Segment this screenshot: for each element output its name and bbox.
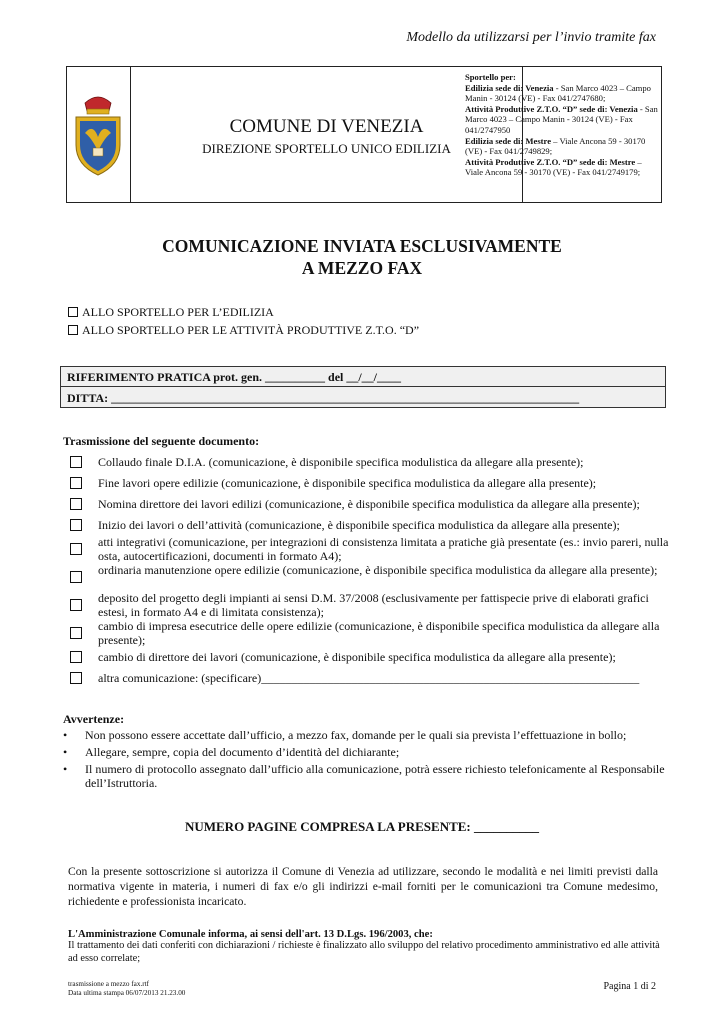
title-line-2: A MEZZO FAX [301,258,423,278]
checkbox[interactable] [70,543,82,555]
bullet-icon: • [63,762,68,776]
footer-filename: trasmissione a mezzo fax.rtf [68,980,150,988]
title-line-1: COMUNICAZIONE INVIATA ESCLUSIVAMENTE [162,236,562,256]
doc-item-cambio-impresa[interactable]: cambio di impresa esecutrice delle opere edilizie (comunicazione, è disponibile specifica modulistica da allegare alla presente); [70,619,670,649]
checkbox[interactable] [70,627,82,639]
page-number: Pagina 1 di 2 [603,981,656,992]
sportello-info [465,72,659,178]
checkbox[interactable] [70,599,82,611]
reference-box [60,366,666,408]
doc-item-deposito-impianti[interactable]: deposito del progetto degli impianti ai sensi D.M. 37/2008 (esclusivamente per fattispecie prive di elaborati grafici estesi, in formato A4 e di limitata consistenza); [70,591,670,621]
doc-item-collaudo[interactable]: Collaudo finale D.I.A. (comunicazione, è disponibile specifica modulistica da allegare alla presente); [70,455,670,471]
doc-item-altra-comunicazione[interactable]: altra comunicazione: (specificare)_______________________________________________________________ [70,671,670,687]
sportello-line-2: Attività Produttive Z.T.O. “D” sede di: Venezia - San Marco 4023 – Campo Manin - 30124 (VE) - Fax 041/2747950 [465,103,658,135]
checkbox[interactable] [70,651,82,663]
ditta-field[interactable]: DITTA: ______________________________________________________________________________ [67,391,580,405]
checkbox[interactable] [70,571,82,583]
doc-item-nomina-direttore[interactable]: Nomina direttore dei lavori edilizi (comunicazione, è disponibile specifica modulistica da allegare alla presente); [70,497,670,513]
sportello-line-4: Attività Produttive Z.T.O. “D” sede di: Mestre – Viale Ancona 59 - 30170 (VE) - Fax 041/2749179; [465,156,642,178]
doc-item-atti-integrativi[interactable]: atti integrativi (comunicazione, per integrazioni di consistenza limitata a pratiche già presentate (es.: invio pareri, nulla osta, autocertificazioni, documenti in formato A4); [70,535,670,565]
checkbox[interactable] [70,456,82,468]
comune-name: COMUNE DI VENEZIA [229,116,424,137]
consent-paragraph: Con la presente sottoscrizione si autorizza il Comune di Venezia ad utilizzare, secondo le modalità e nei limiti previsti dalla normativa vigente in materia, i numeri di fax e/o gli indirizzi e-mail forniti per le comunicazioni tra Comune medesimo, richiedente e professionista incaricato. [68,865,658,908]
checkbox[interactable] [70,477,82,489]
doc-item-cambio-direttore[interactable]: cambio di direttore dei lavori (comunicazione, è disponibile specifica modulistica da allegare alla presente); [70,650,670,666]
checkbox[interactable] [68,307,78,317]
warning-item: • Il numero di protocollo assegnato dall’ufficio alla comunicazione, potrà essere richiesto telefonicamente al Responsabile dell’Istruttoria. [63,762,665,790]
doc-item-ordinaria-manutenzione[interactable]: ordinaria manutenzione opere edilizie (comunicazione, è disponibile specifica modulistica da allegare alla presente); [70,563,670,593]
warnings-title: Avvertenze: [63,712,125,726]
bullet-icon: • [63,728,68,742]
privacy-text: Il trattamento dei dati conferiti con dichiarazioni / richieste è finalizzato allo sviluppo del relativo procedimento amministrativo ed alle attività ad esso correlate; [68,940,660,964]
form-usage-note: Modello da utilizzarsi per l’invio tramite fax [406,30,656,45]
warning-item: • Non possono essere accettate dall’ufficio, a mezzo fax, domande per le quali sia prevista l’effettuazione in bollo; [63,728,627,742]
footer-file-info [68,980,185,998]
checkbox[interactable] [68,325,78,335]
riferimento-pratica-field[interactable]: RIFERIMENTO PRATICA prot. gen. __________ del __/__/____ [61,367,665,387]
checkbox[interactable] [70,498,82,510]
sportello-title: Sportello per: [465,72,516,82]
sportello-line-1: Edilizia sede di: Venezia - San Marco 4023 – Campo Manin - 30124 (VE) - Fax 041/2747680; [465,82,651,104]
numero-pagine-field[interactable]: NUMERO PAGINE COMPRESA LA PRESENTE: __________ [184,819,540,834]
transmission-title: Trasmissione del seguente documento: [63,434,260,448]
doc-item-fine-lavori[interactable]: Fine lavori opere edilizie (comunicazione, è disponibile specifica modulistica da allegare alla presente); [70,476,670,492]
direzione-name: DIREZIONE SPORTELLO UNICO EDILIZIA [202,141,451,156]
crest-cell [67,67,131,202]
privacy-title: L'Amministrazione Comunale informa, ai sensi dell'art. 13 D.Lgs. 196/2003, che: [68,929,433,940]
header-table [66,66,662,203]
footer-print-date: Data ultima stampa 06/07/2013 21.23.00 [68,989,186,997]
sportello-line-3: Edilizia sede di: Mestre – Viale Ancona 59 - 30170 (VE) - Fax 041/2749829; [465,135,646,157]
bullet-icon: • [63,745,68,759]
checkbox[interactable] [70,672,82,684]
warning-item: • Allegare, sempre, copia del documento d’identità del dichiarante; [63,745,400,759]
checkbox[interactable] [70,519,82,531]
doc-item-inizio-lavori[interactable]: Inizio dei lavori o dell’attività (comunicazione, è disponibile specifica modulistica da allegare alla presente); [70,518,670,534]
document-title [0,235,724,279]
venice-coat-of-arms-icon [71,93,125,177]
